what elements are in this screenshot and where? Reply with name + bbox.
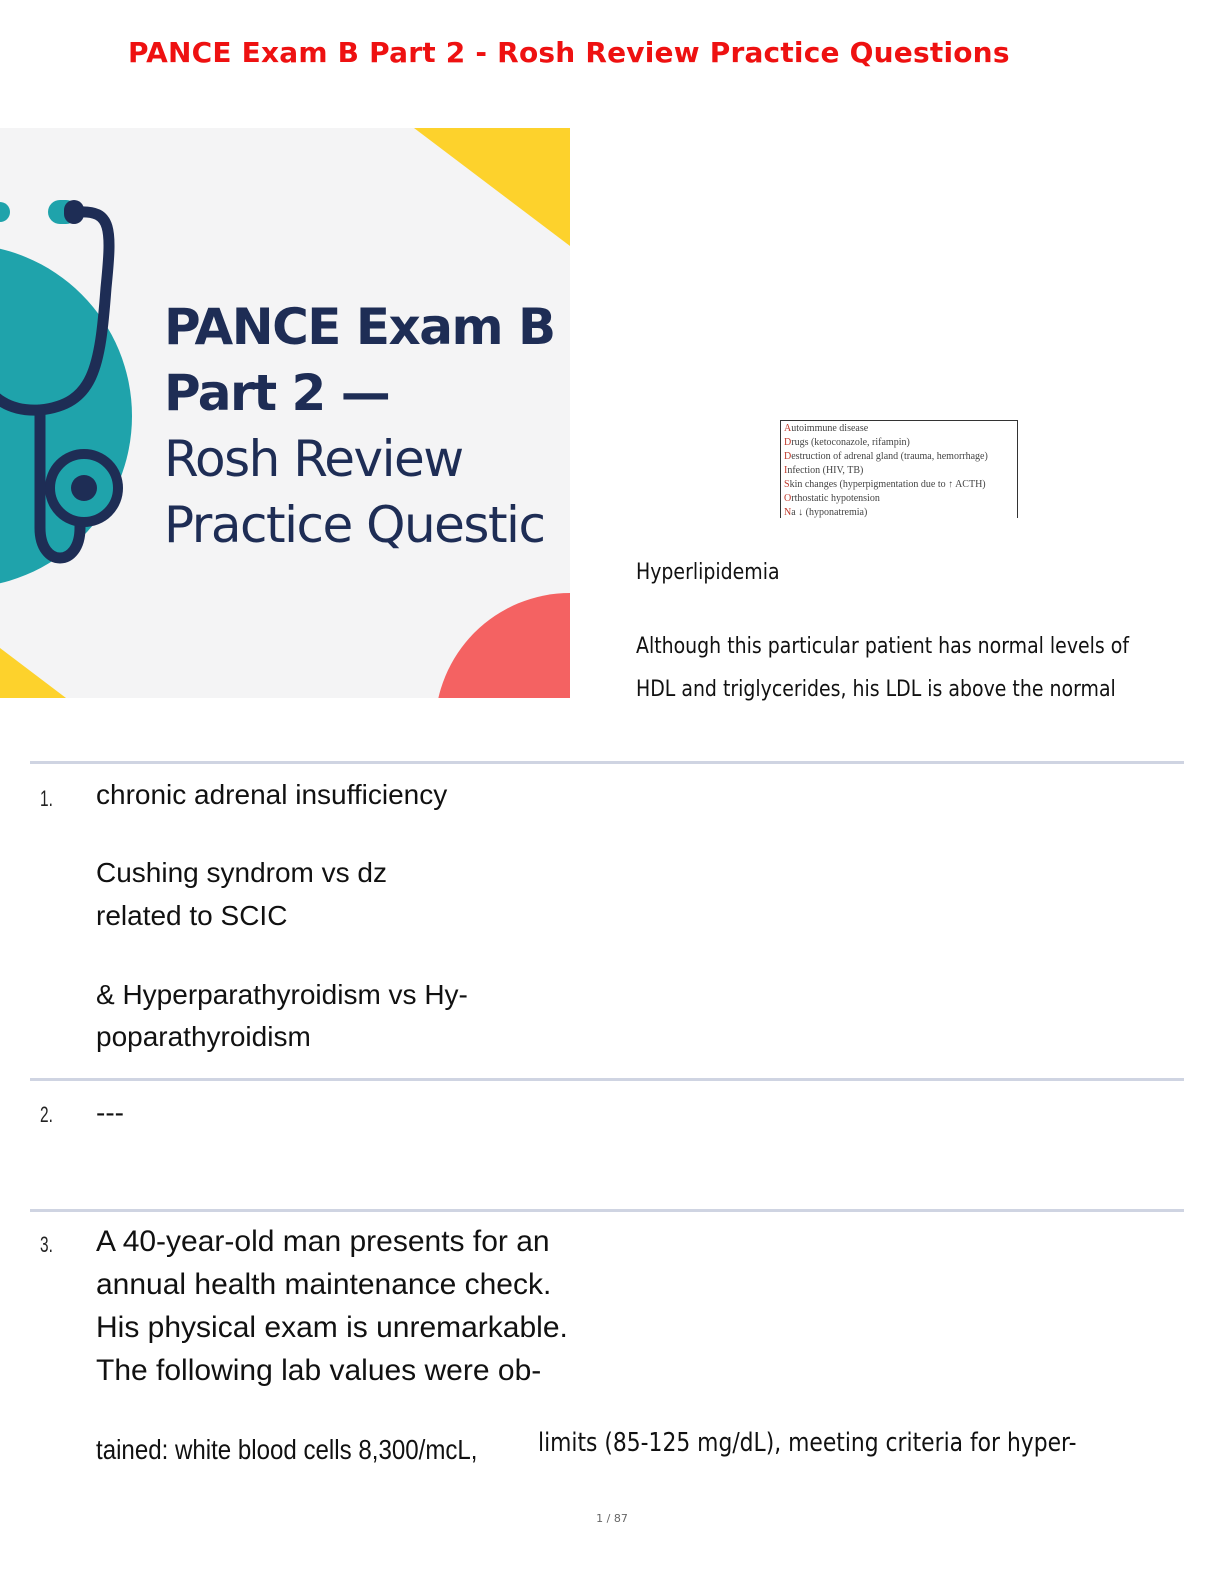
cover-title-line-2: Part 2 — [164, 364, 390, 422]
item-number: 1. [40, 786, 53, 811]
question-line: The following lab values were ob- [96, 1354, 542, 1387]
side-heading: Hyperlipidemia [636, 560, 780, 585]
acronym-row: Autoimmune disease [784, 423, 869, 434]
cover-title-line-4: Practice Questic [164, 496, 545, 554]
question-line: His physical exam is unremarkable. [96, 1311, 568, 1344]
question-line: annual health maintenance check. [96, 1268, 552, 1301]
divider [30, 1209, 1184, 1212]
cover-image [0, 128, 570, 698]
side-text-line-1: Although this particular patient has normal levels of [636, 634, 1130, 659]
divider [30, 761, 1184, 764]
answer-line: & Hyperparathyroidism vs Hy- [96, 979, 468, 1010]
acronym-row: Skin changes (hyperpigmentation due to ↑ ACTH) [784, 479, 986, 490]
acronym-row: Destruction of adrenal gland (trauma, hemorrhage) [784, 451, 988, 462]
cover-title-line-1: PANCE Exam B [164, 298, 555, 356]
divider [30, 1078, 1184, 1081]
question-text [96, 1220, 568, 1392]
answer-line: poparathyroidism [96, 1021, 311, 1052]
acronym-row: Infection (HIV, TB) [784, 465, 864, 476]
answer-line: related to SCIC [96, 900, 288, 931]
page-number: 1 / 87 [596, 1512, 628, 1525]
item-number: 3. [40, 1232, 53, 1257]
answer-line: chronic adrenal insufficiency [96, 779, 448, 810]
acronym-row: Drugs (ketoconazole, rifampin) [784, 437, 910, 448]
answer-line: --- [96, 1097, 124, 1128]
cover-title [164, 294, 570, 558]
item-number: 2. [40, 1102, 53, 1127]
question-line: A 40-year-old man presents for an [96, 1225, 550, 1258]
answer-line: Cushing syndrom vs dz [96, 857, 388, 888]
acronym-row: Orthostatic hypotension [784, 493, 880, 504]
addisons-acronym-table [780, 420, 1018, 518]
side-text-continuation: limits (85-125 mg/dL), meeting criteria for hyper- [538, 1428, 1077, 1458]
side-text-line-2: HDL and triglycerides, his LDL is above the normal [636, 677, 1116, 702]
acronym-row: Na ↓ (hyponatremia) [784, 507, 868, 518]
document-title: PANCE Exam B Part 2 - Rosh Review Practice Questions [128, 36, 1010, 69]
question-continuation: tained: white blood cells 8,300/mcL, [96, 1434, 478, 1465]
cover-title-line-3: Rosh Review [164, 430, 463, 488]
